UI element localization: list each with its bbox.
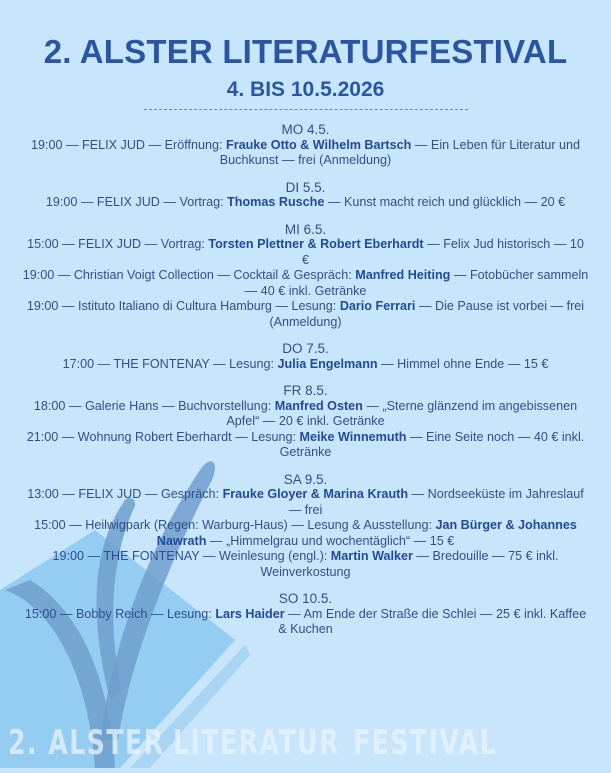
- day-heading: SA 9.5.: [283, 471, 328, 487]
- event-entry: [22, 299, 589, 330]
- event-title-price: — „Sterne glänzend im angebissenen Apfel“ — 20 € inkl. Getränke: [226, 398, 578, 428]
- program-day: [22, 222, 589, 331]
- event-details: 19:00 — FELIX JUD — Eröffnung:: [30, 137, 226, 152]
- event-details: 15:00 — FELIX JUD — Vortrag:: [27, 237, 209, 251]
- program-day: [22, 180, 589, 211]
- program-day: [22, 591, 589, 638]
- event-speaker: Martin Walker: [330, 549, 413, 563]
- event-title-price: — „Himmelgrau und wochentäglich“ — 15 €: [206, 533, 455, 548]
- event-entry: [22, 607, 589, 638]
- page-title: 2. ALSTER LITERATURFESTIVAL: [43, 33, 568, 70]
- event-entry: [22, 487, 589, 518]
- day-heading: FR 8.5.: [283, 383, 328, 398]
- event-details: 19:00 — THE FONTENAY — Weinlesung (engl.):: [52, 549, 331, 563]
- event-speaker: Manfred Heiting: [355, 268, 451, 282]
- event-title-price: — Die Pause ist vorbei — frei (Anmeldung): [269, 299, 585, 329]
- event-speaker: Frauke Gloyer & Marina Krauth: [222, 487, 409, 501]
- event-entry: [22, 430, 589, 461]
- event-speaker: Julia Engelmann: [277, 356, 378, 371]
- logo-text-line3: FESTIVAL: [353, 723, 498, 763]
- event-speaker: Meike Winnemuth: [299, 429, 407, 444]
- logo-text-line1: 2. ALSTER: [8, 723, 165, 763]
- event-speaker: Frauke Otto & Wilhelm Bartsch: [226, 137, 412, 152]
- event-entry: [22, 195, 589, 211]
- event-title-price: — Himmel ohne Ende — 15 €: [377, 356, 549, 371]
- day-heading: DO 7.5.: [282, 341, 329, 356]
- event-speaker: Lars Haider: [215, 606, 285, 621]
- event-speaker: Thomas Rusche: [227, 195, 325, 209]
- event-speaker: Torsten Plettner & Robert Eberhardt: [208, 237, 424, 251]
- event-title-price: — Ein Leben für Literatur und Buchkunst — frei (Anmeldung): [219, 137, 581, 167]
- program-list: [22, 122, 589, 649]
- logo-text-line2: LITERATUR: [173, 723, 341, 763]
- event-details: 19:00 — FELIX JUD — Vortrag:: [45, 195, 228, 209]
- day-heading: SO 10.5.: [278, 591, 333, 606]
- event-title-price: — Eine Seite noch — 40 € inkl. Getränke: [279, 429, 585, 459]
- program-day: [22, 341, 589, 372]
- event-title-price: — Nordseeküste im Jahreslauf — frei: [288, 487, 584, 517]
- day-heading: MO 4.5.: [281, 122, 330, 137]
- event-title-price: — Felix Jud historisch — 10 €: [301, 237, 584, 267]
- event-speaker: Jan Bürger & Johannes Nawrath: [156, 518, 577, 548]
- event-details: 19:00 — Istituto Italiano di Cultura Hamburg — Lesung:: [26, 299, 340, 313]
- event-speaker: Dario Ferrari: [339, 299, 416, 313]
- event-details: 13:00 — FELIX JUD — Gespräch:: [27, 487, 223, 501]
- event-entry: [22, 399, 589, 430]
- event-speaker: Manfred Osten: [274, 398, 363, 413]
- event-entry: [22, 549, 589, 580]
- event-entry: [22, 138, 589, 169]
- event-details: 17:00 — THE FONTENAY — Lesung:: [62, 356, 278, 371]
- event-title-price: — Fotobücher sammeln — 40 € inkl. Getränke: [244, 268, 589, 298]
- day-heading: DI 5.5.: [285, 179, 326, 195]
- event-entry: [22, 518, 589, 549]
- event-details: 15:00 — Bobby Reich — Lesung:: [24, 606, 216, 621]
- event-entry: [22, 237, 589, 268]
- program-day: [22, 122, 589, 169]
- event-details: 21:00 — Wohnung Robert Eberhardt — Lesung:: [26, 429, 300, 444]
- event-title-price: — Bredouille — 75 € inkl. Weinverkostung: [260, 549, 559, 579]
- event-details: 19:00 — Christian Voigt Collection — Cocktail & Gespräch:: [22, 268, 356, 282]
- event-entry: [22, 357, 589, 373]
- festival-dates: 4. BIS 10.5.2026: [226, 78, 385, 101]
- event-details: 18:00 — Galerie Hans — Buchvorstellung:: [33, 398, 275, 413]
- event-entry: [22, 268, 589, 299]
- event-details: 15:00 — Heilwigpark (Regen: Warburg-Haus) — Lesung & Ausstellung:: [34, 518, 436, 532]
- day-heading: MI 6.5.: [284, 221, 327, 237]
- program-day: [22, 472, 589, 581]
- program-day: [22, 383, 589, 461]
- logo-wordmark: [8, 723, 608, 763]
- event-title-price: — Kunst macht reich und glücklich — 20 €: [324, 195, 566, 209]
- divider: [144, 109, 468, 110]
- event-title-price: — Am Ende der Straße die Schlei — 25 € inkl. Kaffee & Kuchen: [278, 606, 587, 636]
